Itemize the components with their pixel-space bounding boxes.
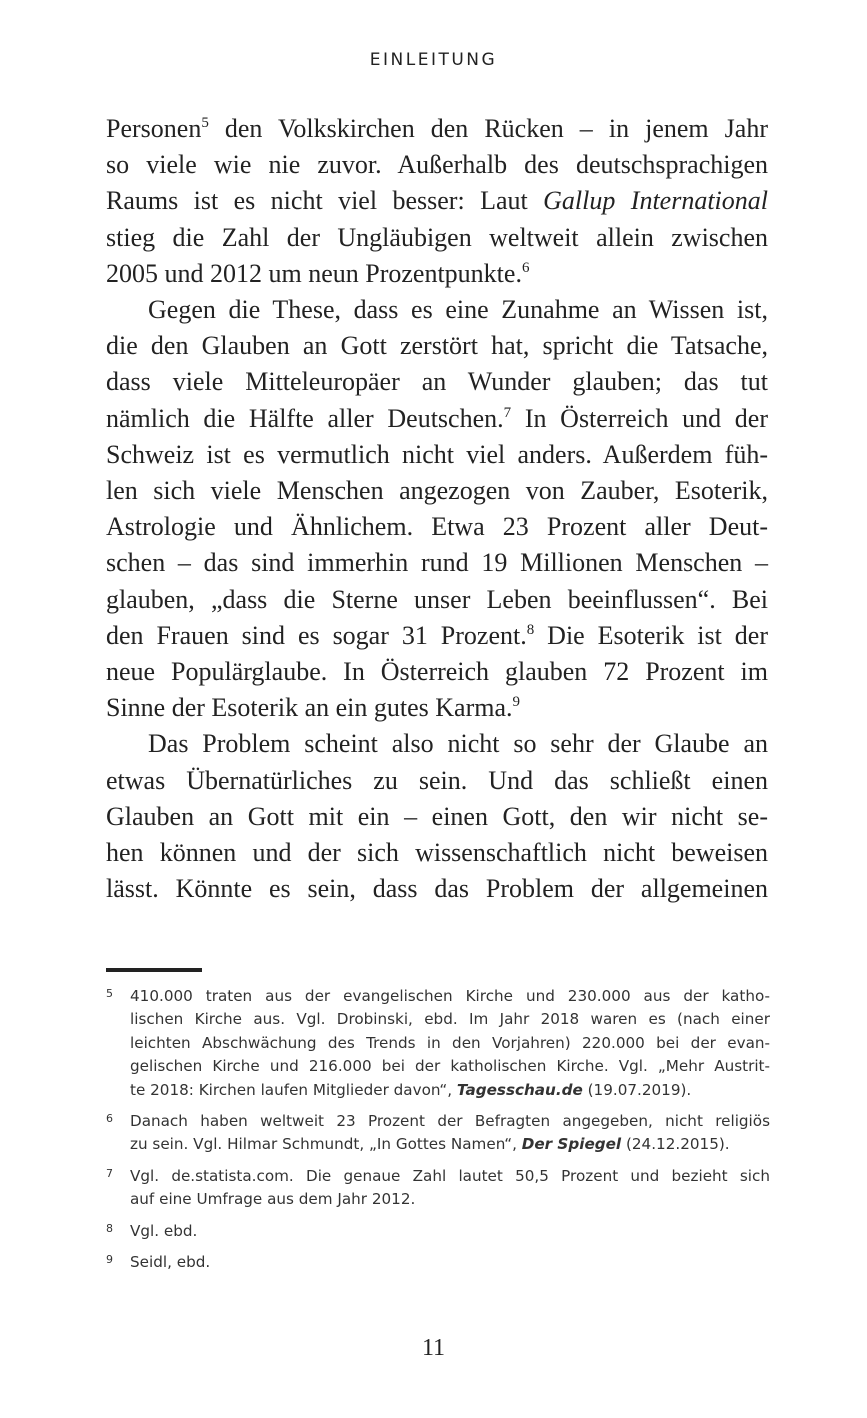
footnote-number: 9 [106, 1253, 113, 1267]
text-line: etwas Übernatürliches zu sein. Und das schließt einen [106, 765, 768, 795]
footnote-ref-9[interactable]: 9 [512, 694, 520, 711]
footnote-number: 7 [106, 1166, 113, 1180]
text-line: so viele wie nie zuvor. Außerhalb des deutschsprachigen [106, 150, 768, 180]
footnote-line: auf eine Umfrage aus dem Jahr 2012. [130, 1190, 416, 1209]
text-span: 2005 und 2012 um neun Prozentpunkte. [106, 258, 522, 288]
footnote-line: Danach haben weltweit 23 Prozent der Befragten angegeben, nicht religiös [130, 1112, 770, 1131]
text-line [106, 690, 768, 726]
footnote-ref-7[interactable]: 7 [503, 404, 512, 421]
text-line: dass viele Mitteleuropäer an Wunder glauben; das tut [106, 367, 768, 397]
text-line: glauben, „dass die Sterne unser Leben beeinflussen“. Bei [106, 584, 768, 614]
text-span: nämlich die Hälfte aller Deutschen. [106, 403, 504, 433]
footnote-5 [106, 985, 770, 1102]
text-line [106, 183, 768, 219]
running-head: EINLEITUNG [369, 50, 498, 70]
text-span: den Volkskirchen den Rücken – in jenem Jahr [208, 114, 768, 143]
text-span: Personen [106, 114, 202, 143]
footnote-ref-6[interactable]: 6 [521, 259, 530, 276]
footnote-line: leichten Abschwächung des Trends in den Vorjahren) 220.000 bei der evan- [130, 1033, 770, 1052]
footnote-line: Vgl. de.statista.com. Die genaue Zahl lautet 50,5 Prozent und bezieht sich [130, 1166, 770, 1185]
footnote-line [130, 1079, 770, 1102]
footnote-separator [106, 968, 202, 972]
footnote-line: lischen Kirche aus. Vgl. Drobinski, ebd. Im Jahr 2018 waren es (nach einer [130, 1010, 770, 1029]
footnote-ref-5[interactable]: 5 [201, 115, 209, 131]
footnote-line: Seidl, ebd. [130, 1253, 211, 1272]
footnote-number: 6 [106, 1112, 113, 1126]
footnote-line: 410.000 traten aus der evangelischen Kirche und 230.000 aus der katho- [130, 987, 770, 1005]
source-name: Der Spiegel [521, 1135, 622, 1154]
footnote-line [130, 1133, 770, 1156]
text-line: Das Problem scheint also nicht so sehr der Glaube an [148, 729, 768, 759]
text-line [106, 256, 768, 292]
text-line [106, 111, 768, 147]
text-line: Glauben an Gott mit ein – einen Gott, den wir nicht se- [106, 801, 768, 831]
text-span: Die Esoterik ist der [534, 620, 768, 650]
text-span: den Frauen sind es sogar 31 Prozent. [106, 620, 527, 650]
footnote-line: Vgl. ebd. [130, 1221, 198, 1240]
footnote-9 [106, 1251, 770, 1274]
body-text [106, 111, 768, 907]
text-line: len sich viele Menschen angezogen von Zauber, Esoterik, [106, 476, 768, 506]
text-line: neue Populärglaube. In Österreich glauben 72 Prozent im [106, 657, 768, 687]
paragraph-2 [106, 292, 768, 726]
footnote-number: 8 [106, 1221, 113, 1235]
footnote-6 [106, 1110, 770, 1157]
footnote-number: 5 [106, 987, 113, 1000]
page-number: 11 [421, 1335, 446, 1361]
text-line: die den Glauben an Gott zerstört hat, spricht die Tatsache, [106, 331, 768, 361]
text-span: (19.07.2019). [582, 1080, 692, 1099]
paragraph-3 [106, 726, 768, 907]
text-line: lässt. Könnte es sein, dass das Problem der allgemeinen [106, 874, 768, 904]
paragraph-1 [106, 111, 768, 292]
text-line: hen können und der sich wissenschaftlich nicht beweisen [106, 838, 768, 868]
footnote-ref-8[interactable]: 8 [526, 621, 535, 638]
text-line [106, 618, 768, 654]
footnote-line: gelischen Kirche und 216.000 bei der katholischen Kirche. Vgl. „Mehr Austrit- [130, 1057, 770, 1076]
source-name: Gallup International [543, 186, 769, 216]
footnotes [106, 985, 770, 1282]
text-line: Astrologie und Ähnlichem. Etwa 23 Prozent aller Deut- [106, 512, 768, 542]
text-line: schen – das sind immerhin rund 19 Millionen Menschen – [106, 548, 768, 578]
footnote-8 [106, 1220, 770, 1243]
text-span: zu sein. Vgl. Hilmar Schmundt, „In Gottes Namen“, [130, 1135, 522, 1154]
text-line: Gegen die These, dass es eine Zunahme an Wissen ist, [148, 295, 768, 325]
text-span: (24.12.2015). [621, 1135, 730, 1154]
text-line [106, 401, 768, 437]
footnote-7 [106, 1165, 770, 1212]
text-span: Sinne der Esoterik an ein gutes Karma. [106, 693, 513, 723]
source-name: Tagesschau.de [456, 1080, 583, 1099]
text-span: Raums ist es nicht viel besser: Laut [106, 186, 544, 216]
text-span: In Österreich und der [511, 403, 769, 433]
text-line: stieg die Zahl der Ungläubigen weltweit allein zwischen [106, 222, 768, 252]
text-line: Schweiz ist es vermutlich nicht viel anders. Außerdem füh- [106, 439, 768, 469]
text-span: te 2018: Kirchen laufen Mitglieder davon“, [130, 1080, 457, 1099]
